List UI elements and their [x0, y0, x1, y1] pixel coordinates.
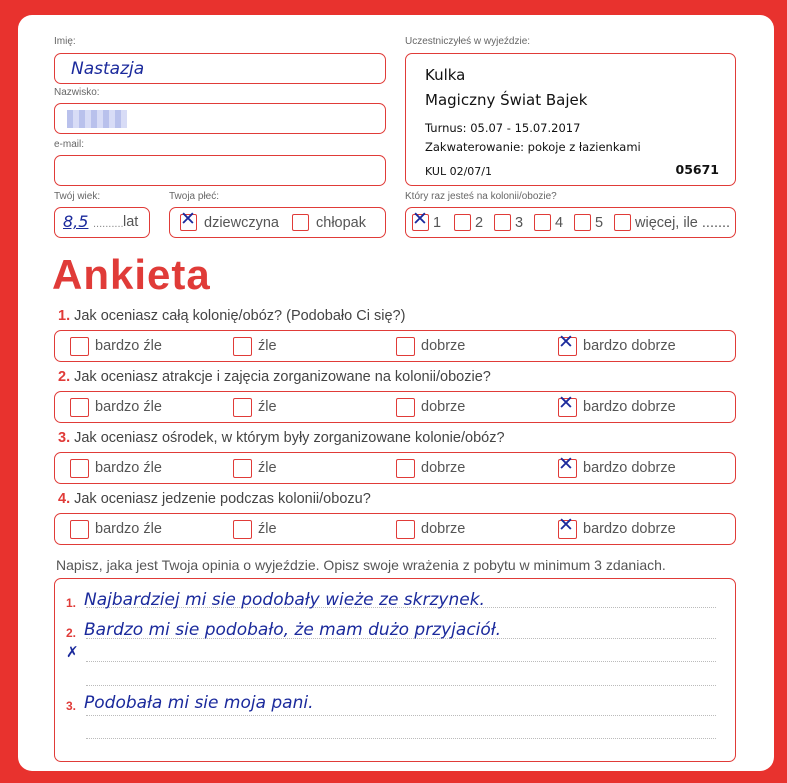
answer-text: Bardzo mi sie podobało, że mam dużo przyjaciół. [84, 620, 502, 640]
rating-option[interactable] [558, 514, 676, 544]
checkbox-icon[interactable] [233, 337, 252, 356]
gender-option-0[interactable] [180, 208, 279, 237]
checkbox-icon[interactable] [70, 459, 89, 478]
rating-label: dobrze [421, 338, 466, 354]
answer-number: 2. [66, 626, 77, 640]
redacted-surname [67, 110, 127, 128]
question-number: 4. [58, 491, 71, 507]
name-label: Imię: [54, 36, 76, 47]
rating-option[interactable] [70, 331, 162, 361]
camp-info-box [405, 53, 736, 186]
answer-number: 1. [66, 596, 77, 610]
question-1 [58, 308, 405, 324]
camp-name: Kulka [425, 66, 466, 84]
question-3 [58, 430, 505, 446]
age-field[interactable] [54, 207, 150, 238]
rating-label: źle [258, 338, 277, 354]
email-field[interactable] [54, 155, 386, 186]
checkbox-icon[interactable] [558, 459, 577, 478]
age-dots: .......... [93, 218, 124, 230]
checkbox-icon[interactable] [292, 214, 309, 231]
question-text: Jak oceniasz ośrodek, w którym były zorganizowane kolonie/obóz? [70, 430, 505, 446]
times-option-label: 4 [555, 214, 564, 231]
camp-label: Uczestniczyłeś w wyjeździe: [405, 36, 531, 47]
survey-sheet [18, 15, 774, 771]
name-field[interactable] [54, 53, 386, 84]
rating-label: dobrze [421, 399, 466, 415]
question-text: Jak oceniasz atrakcje i zajęcia zorganizowane na kolonii/obozie? [70, 369, 491, 385]
rating-option[interactable] [558, 392, 676, 422]
checkbox-icon[interactable] [454, 214, 471, 231]
question-number: 3. [58, 430, 71, 446]
times-option-label: 3 [515, 214, 524, 231]
rating-option[interactable] [233, 514, 277, 544]
checkbox-icon[interactable] [180, 214, 197, 231]
rating-option[interactable] [233, 331, 277, 361]
checkbox-icon[interactable] [558, 398, 577, 417]
rating-label: źle [258, 521, 277, 537]
checkbox-icon[interactable] [396, 520, 415, 539]
rating-option[interactable] [396, 453, 465, 483]
times-option-5[interactable] [614, 208, 730, 237]
rating-label: źle [258, 399, 277, 415]
rating-option[interactable] [396, 514, 465, 544]
checkbox-icon[interactable] [70, 520, 89, 539]
checkbox-icon[interactable] [412, 214, 429, 231]
answer-text: Najbardziej mi sie podobały wieże ze skrzynek. [84, 590, 485, 610]
survey-title: Ankieta [52, 251, 211, 298]
times-option-4[interactable] [574, 208, 603, 237]
checkbox-icon[interactable] [558, 337, 577, 356]
writing-line [86, 685, 716, 686]
age-label: Twój wiek: [54, 191, 101, 202]
rating-option[interactable] [396, 331, 465, 361]
gender-option-label: chłopak [316, 214, 366, 231]
checkbox-icon[interactable] [70, 398, 89, 417]
camp-turnus: Turnus: 05.07 - 15.07.2017 [425, 121, 581, 135]
email-label: e-mail: [54, 139, 85, 150]
rating-label: dobrze [421, 460, 466, 476]
checkbox-icon[interactable] [233, 520, 252, 539]
rating-option[interactable] [70, 453, 162, 483]
rating-label: bardzo dobrze [583, 399, 676, 415]
times-option-label: 1 [433, 214, 442, 231]
answer-text: Podobała mi sie moja pani. [84, 693, 314, 713]
rating-label: bardzo dobrze [583, 521, 676, 537]
question-number: 1. [58, 308, 71, 324]
writing-line [86, 661, 716, 662]
times-option-1[interactable] [454, 208, 483, 237]
rating-row-3 [54, 452, 736, 484]
age-unit: lat [123, 214, 139, 230]
rating-option[interactable] [233, 453, 277, 483]
checkbox-icon[interactable] [396, 398, 415, 417]
checkbox-icon[interactable] [396, 337, 415, 356]
rating-label: bardzo źle [95, 338, 162, 354]
times-option-3[interactable] [534, 208, 563, 237]
question-number: 2. [58, 369, 71, 385]
question-2 [58, 369, 491, 385]
rating-label: bardzo źle [95, 399, 162, 415]
checkbox-icon[interactable] [574, 214, 591, 231]
rating-option[interactable] [233, 392, 277, 422]
rating-row-4 [54, 513, 736, 545]
camp-subtitle: Magiczny Świat Bajek [425, 91, 588, 109]
camp-number: 05671 [675, 162, 719, 177]
times-field [405, 207, 736, 238]
times-label: Który raz jesteś na kolonii/obozie? [405, 191, 557, 202]
answer-number: 3. [66, 699, 77, 713]
camp-code: KUL 02/07/1 [425, 165, 492, 178]
question-4 [58, 491, 371, 507]
checkbox-icon[interactable] [233, 459, 252, 478]
checkbox-icon[interactable] [614, 214, 631, 231]
rating-option[interactable] [558, 453, 676, 483]
age-value: 8,5 [63, 212, 89, 231]
rating-option[interactable] [558, 331, 676, 361]
rating-row-1 [54, 330, 736, 362]
rating-label: źle [258, 460, 277, 476]
gender-option-1[interactable] [292, 208, 366, 237]
name-value: Nastazja [71, 59, 145, 79]
surname-label: Nazwisko: [54, 87, 100, 98]
times-option-label: 5 [595, 214, 604, 231]
gender-label: Twoja płeć: [169, 191, 220, 202]
checkbox-icon[interactable] [558, 520, 577, 539]
gender-field [169, 207, 386, 238]
writing-line [86, 738, 716, 739]
checkbox-icon[interactable] [396, 459, 415, 478]
checkbox-icon[interactable] [70, 337, 89, 356]
camp-accommodation: Zakwaterowanie: pokoje z łazienkami [425, 140, 641, 154]
rating-label: bardzo źle [95, 521, 162, 537]
gender-option-label: dziewczyna [204, 214, 279, 231]
question-text: Jak oceniasz całą kolonię/obóz? (Podobało Ci się?) [70, 308, 406, 324]
times-option-2[interactable] [494, 208, 523, 237]
times-option-0[interactable] [412, 208, 441, 237]
times-option-label: więcej, ile ....... [635, 214, 731, 231]
checkbox-icon[interactable] [233, 398, 252, 417]
checkbox-icon[interactable] [494, 214, 511, 231]
rating-option[interactable] [70, 514, 162, 544]
rating-option[interactable] [70, 392, 162, 422]
surname-field[interactable] [54, 103, 386, 134]
rating-label: dobrze [421, 521, 466, 537]
rating-label: bardzo źle [95, 460, 162, 476]
rating-row-2 [54, 391, 736, 423]
rating-label: bardzo dobrze [583, 460, 676, 476]
crossed-mark-icon: ✗ [66, 643, 79, 661]
opinion-prompt: Napisz, jaka jest Twoja opinia o wyjeździe. Opisz swoje wrażenia z pobytu w minimum 3 zdaniach. [56, 557, 666, 573]
times-option-label: 2 [475, 214, 484, 231]
question-text: Jak oceniasz jedzenie podczas kolonii/obozu? [70, 491, 371, 507]
rating-option[interactable] [396, 392, 465, 422]
rating-label: bardzo dobrze [583, 338, 676, 354]
checkbox-icon[interactable] [534, 214, 551, 231]
writing-line [86, 715, 716, 716]
